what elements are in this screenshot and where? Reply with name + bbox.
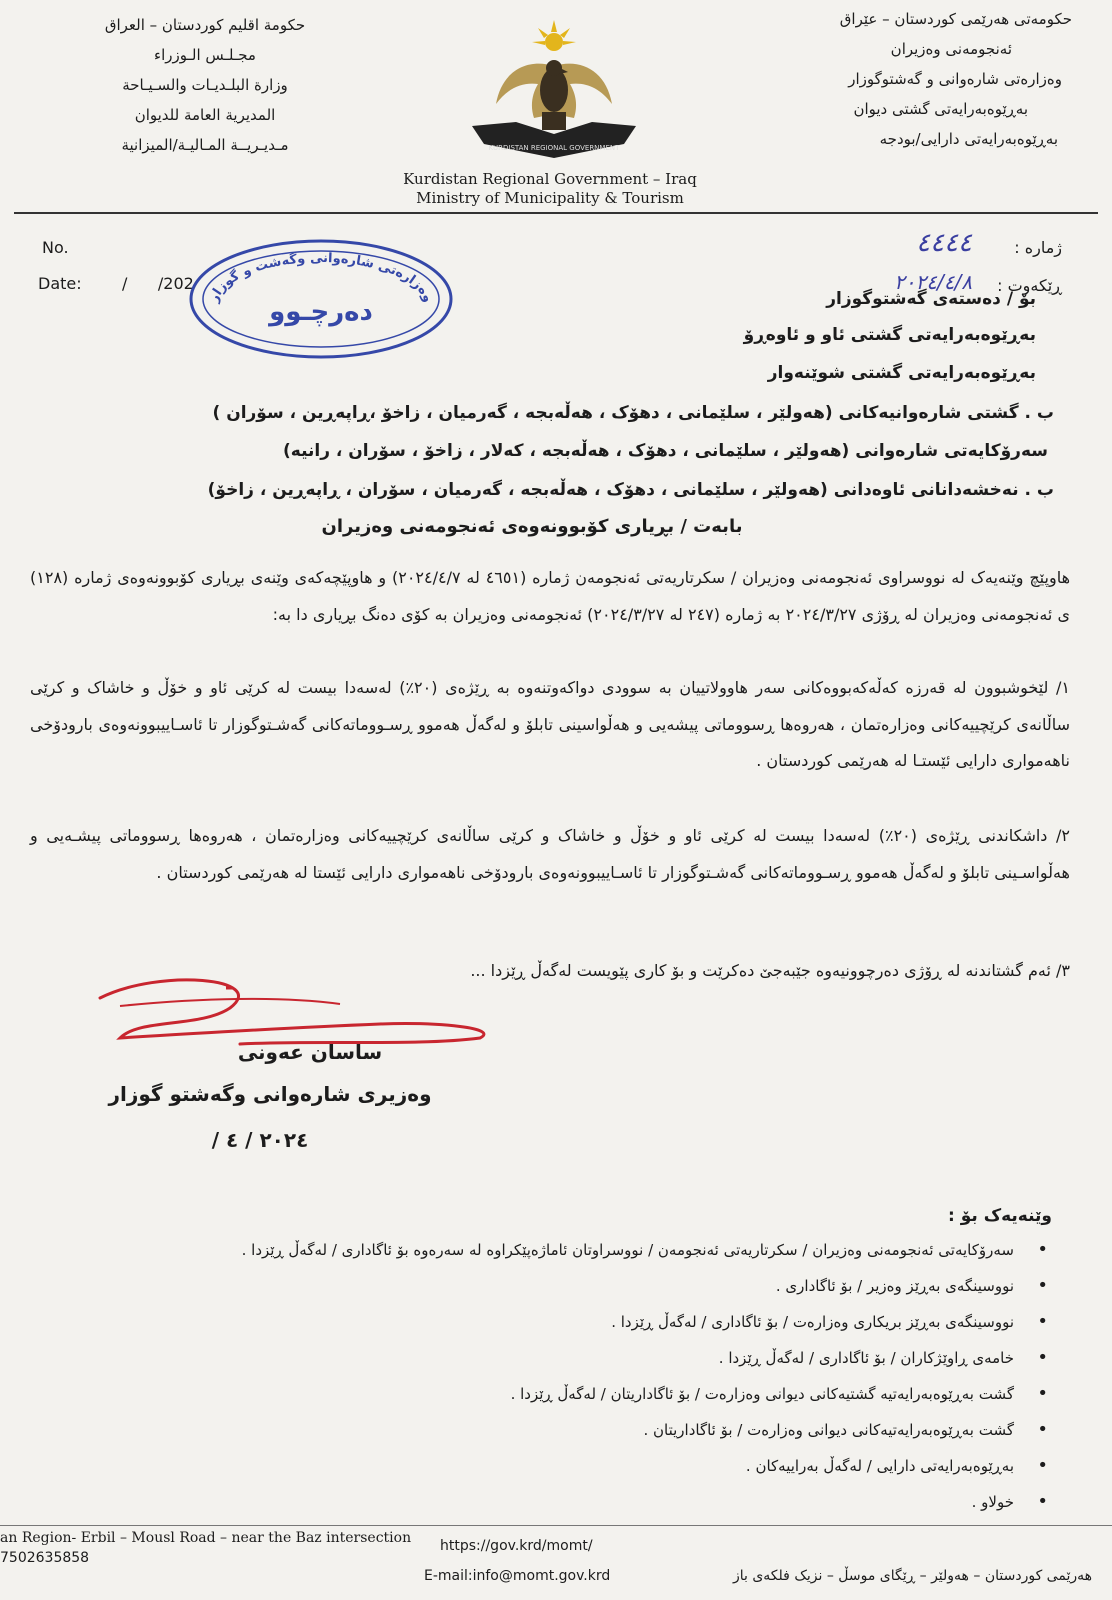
date-value-en: / /202 bbox=[122, 274, 194, 293]
cc-item: • نووسینگەی بەڕێز وەزیر / بۆ ئاگاداری . bbox=[52, 1268, 1052, 1304]
addressee-line: ب . نەخشەدانانی ئاوەدانی (هەولێر ، سلێمانی ، دهۆک ، هەڵەبجە ، گەرمیان ، سۆران ، ڕاپەڕین ، زاخۆ) bbox=[207, 480, 1054, 500]
body-item-2: ٢/ داشکاندنی ڕێژەی (٢٠٪) لەسەدا بیست لە کرێی ئاو و خۆڵ و خاشاک و کرێی ساڵانەی کرێچییەکانی وەزارەتمان ، هەروەها ڕسووماتی پیشـەیی و هەڵواسـینی تابلۆ و لەگەڵ هەموو ڕسـووماتەکانی گەشـتوگوزار تا ئاسـاییبوونەوەی بارودۆخی ناهەمواری دارایی ئێستا لە هەرێمی کوردستان . bbox=[30, 826, 1071, 882]
cc-item: • خامەی ڕاوێژکاران / بۆ ئاگاداری / لەگەڵ ڕێزدا . bbox=[52, 1340, 1052, 1376]
date-value-ku: ٢٠٢٤/٤/٨ bbox=[894, 270, 972, 294]
date-label-en: Date: bbox=[38, 274, 82, 293]
cc-list bbox=[52, 1232, 1052, 1520]
footer-divider bbox=[0, 1525, 1112, 1526]
addressee-line: ب . گشتی شارەوانیەکانی (هەولێر ، سلێمانی ، دهۆک ، هەڵەبجە ، گەرمیان ، زاخۆ ،ڕاپەڕین ، سۆران ) bbox=[212, 403, 1054, 423]
header-arabic-line: مجـلـس الـوزراء bbox=[154, 46, 256, 64]
cc-item: • گشت بەڕێوەبەرایەتیە گشتیەکانی دیوانی وەزارەت / بۆ ئاگاداریتان / لەگەڵ ڕێزدا . bbox=[52, 1376, 1052, 1412]
header-kurdish-line: بەڕێوەبەرایەتی گشتی دیوان bbox=[853, 100, 1028, 118]
signatory-title: وەزیری شارەوانی وگەشتو گوزار bbox=[108, 1082, 432, 1106]
header-english-block bbox=[380, 170, 720, 208]
footer-phone: 7502635858 bbox=[0, 1550, 90, 1566]
stamp-main-text: دەرچـوو bbox=[269, 297, 373, 327]
footer-address-ku: هەرێمی کوردستان – هەولێر – ڕێگای موسڵ – نزیک فلكەی باز bbox=[732, 1568, 1092, 1584]
number-label-en: No. bbox=[42, 238, 69, 257]
body-intro: هاوپێچ وێنەیەک لە نووسراوی ئەنجومەنی وەزیران / سکرتاریەتی ئەنجومەن ژمارە (٤٦٥١ لە ٢٠٢٤/٤/٧) و هاوپێچەکەی وێنەی بڕیاری کۆبوونەوەی ژمارە (١٢٨) ی ئەنجومەنی وەزیران لە ڕۆژی ٢٠٢٤/٣/٢٧ بە ژمارە (٢٤٧ لە ٢٠٢٤/٣/٢٧) ئەنجومەنی وەزیران بە کۆی دەنگ بڕیاری دا بە: bbox=[30, 568, 1070, 624]
header-kurdish-block bbox=[692, 4, 1072, 154]
header-arabic-line: المديرية العامة للديوان bbox=[134, 106, 276, 124]
body-item-3: ٣/ ئەم گشتاندنە لە ڕۆژی دەرچوونیەوە جێبەجێ دەکرێت و بۆ کاری پێویست لەگەڵ ڕێزدا ... bbox=[470, 961, 1070, 980]
header-kurdish-line: حکومەتی هەرێمی کوردستان – عێراق bbox=[839, 10, 1072, 28]
cc-item: • گشت بەڕێوەبەرایەتیەکانی دیوانی وەزارەت / بۆ ئاگاداریتان . bbox=[52, 1412, 1052, 1448]
krg-emblem-icon bbox=[466, 18, 642, 168]
header-arabic-line: وزارة البلـديـات والسـيـاحة bbox=[122, 76, 288, 94]
footer-email: E-mail:info@momt.gov.krd bbox=[424, 1568, 611, 1584]
header-kurdish-line: وەزارەتی شارەوانی و گەشتوگوزار bbox=[848, 70, 1062, 88]
header-arabic-block bbox=[70, 10, 340, 160]
cc-title: وێنەیەک بۆ : bbox=[948, 1206, 1052, 1226]
addressee-line: بەڕێوەبەرایەتی گشتی شوێنەوار bbox=[767, 363, 1036, 383]
subject-line: بابەت / بڕیاری کۆبوونەوەی ئەنجومەنی وەزیران bbox=[321, 516, 743, 537]
footer-address-en: an Region- Erbil – Mousl Road – near the Baz intersection bbox=[0, 1530, 412, 1546]
stamp-arc-text: وەزارەتی شارەوانی وگەشت و گوزار bbox=[206, 250, 436, 305]
official-stamp bbox=[187, 236, 455, 362]
header-kurdish-line: ئەنجومەنی وەزیران bbox=[890, 40, 1012, 58]
addressee-line: بەڕێوەبەرایەتی گشتی ئاو و ئاوەڕۆ bbox=[743, 325, 1036, 345]
header-arabic-line: مـديـريــة المـاليـة/الميزانية bbox=[121, 136, 289, 154]
emblem-ribbon-text: KURDISTAN REGIONAL GOVERNMENT bbox=[488, 144, 620, 152]
header-divider bbox=[14, 212, 1098, 214]
number-value-ku: ٤٤٤٤ bbox=[916, 228, 972, 258]
body-item-1: ١/ لێخوشبوون لە قەرزە کەڵەکەبووەکانی سەر هاوولاتییان بە سوودی دواکەوتنەوە بە ڕێژەی (٢٠٪) لەسەدا بیست لە کرێی ئاو و خۆڵ و خاشاک و کرێی ساڵانەی کرێچییەکانی وەزارەتمان ، هەروەها ڕسووماتی پیشەیی و هەڵواسینی تابلۆ و لەگەڵ هەموو ڕسـووماتەکانی گەشـتوگوزار تا ئاسـاییبوونەوەی بارودۆخی ناهەمواری دارایی ئێستـا لە هەرێمی کوردستان . bbox=[30, 678, 1070, 770]
cc-item: • نووسینگەی بەڕێز بریکاری وەزارەت / بۆ ئاگاداری / لەگەڵ ڕێزدا . bbox=[52, 1304, 1052, 1340]
header-kurdish-line: بەڕێوەبەرایەتی دارایی/بودجە bbox=[879, 130, 1058, 148]
signatory-name: ساسان عەونی bbox=[237, 1040, 383, 1064]
header-arabic-line: حكومة اقليم كوردستان – العراق bbox=[104, 16, 306, 34]
cc-item: • خولاو . bbox=[52, 1484, 1052, 1520]
addressee-line: سەرۆکایەتی شارەوانی (هەولێر ، سلێمانی ، دهۆک ، هەڵەبجە ، کەلار ، زاخۆ ، سۆران ، رانیە) bbox=[282, 441, 1048, 461]
date-label-ku: ڕێکەوت : bbox=[997, 276, 1062, 295]
header-english-line: Kurdistan Regional Government – Iraq bbox=[403, 170, 697, 188]
addressee-line: بۆ / دەستەی گەشتوگوزار bbox=[826, 289, 1036, 309]
cc-item: • بەڕێوەبەرایەتی دارایی / لەگەڵ بەراییەکان . bbox=[52, 1448, 1052, 1484]
number-label-ku: ژمارە : bbox=[1014, 238, 1062, 257]
header-english-line: Ministry of Municipality & Tourism bbox=[416, 189, 684, 207]
footer-website: https://gov.krd/momt/ bbox=[440, 1538, 593, 1554]
cc-item: • سەرۆکایەتی ئەنجومەنی وەزیران / سکرتاریەتی ئەنجومەن / نووسراوتان ئاماژەپێکراوە لە سەرەوە بۆ ئاگاداری / لەگەڵ ڕێزدا . bbox=[52, 1232, 1052, 1268]
signature-date: ٢٠٢٤ / ٤ / bbox=[211, 1128, 309, 1152]
